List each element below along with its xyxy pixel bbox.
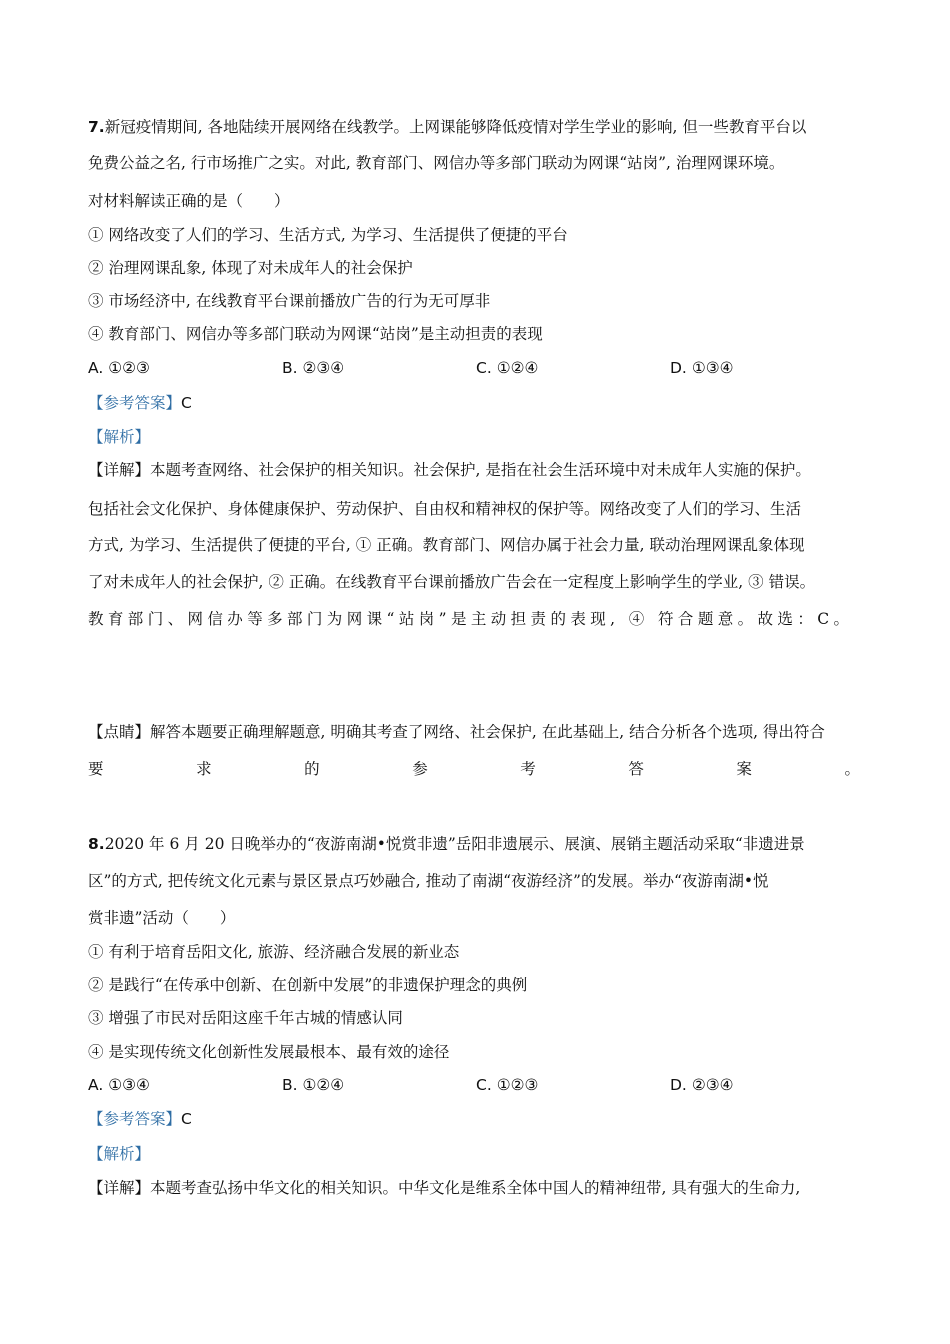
q8-stem-line3: 赏非遗”活动（ ） [88,909,236,927]
q7-answer-value: C [181,394,192,412]
q7-number: 7. [88,118,105,136]
q7-analysis-label: 【解析】 [88,428,151,446]
q7-option-c: C. ①②④ [476,359,539,377]
q7-answer [88,396,192,412]
q7-stem-line2: 免费公益之名, 行市场推广之实。对此, 教育部门、网信办等多部门联动为网课“站岗”, 治理网课环境。 [88,154,785,172]
q8-analysis-label: 【解析】 [88,1145,151,1163]
q7-tip-line2: 要 求 的 参 考 答 案 。 [88,760,860,778]
q8-option-c: C. ①②③ [476,1076,539,1094]
q7-option-a: A. ①②③ [88,359,150,377]
q7-detail-line4: 了对未成年人的社会保护, ② 正确。在线教育平台课前播放广告会在一定程度上影响学生的学业, ③ 错误。 [88,573,816,591]
q8-item-4: ④ 是实现传统文化创新性发展最根本、最有效的途径 [88,1043,450,1061]
q8-number: 8. [88,835,105,853]
q8-stem-line2: 区”的方式, 把传统文化元素与景区景点巧妙融合, 推动了南湖“夜游经济”的发展。举办“夜游南湖•悦 [88,872,769,890]
q7-item-4: ④ 教育部门、网信办等多部门联动为网课“站岗”是主动担责的表现 [88,325,543,343]
q8-answer [88,1112,192,1128]
q8-item-3: ③ 增强了市民对岳阳这座千年古城的情感认同 [88,1009,403,1027]
q7-stem-line3: 对材料解读正确的是（ ） [88,192,290,210]
q7-detail-line2: 包括社会文化保护、身体健康保护、劳动保护、自由权和精神权的保护等。网络改变了人们的学习、生活 [88,500,802,518]
q7-answer-label: 【参考答案】 [88,394,182,412]
q7-tip-line1: 【点睛】解答本题要正确理解题意, 明确其考查了网络、社会保护, 在此基础上, 结合分析各个选项, 得出符合 [88,723,825,741]
q7-detail-line5: 教育部门、网信办等多部门为网课“站岗”是主动担责的表现, ④ 符合题意。故选：C。 [88,610,854,628]
q8-detail-line1: 【详解】本题考查弘扬中华文化的相关知识。中华文化是维系全体中国人的精神纽带, 具有强大的生命力, [88,1179,801,1197]
q8-answer-label: 【参考答案】 [88,1110,182,1128]
q7-detail-line3: 方式, 为学习、生活提供了便捷的平台, ① 正确。教育部门、网信办属于社会力量, 联动治理网课乱象体现 [88,536,805,554]
q8-item-2: ② 是践行“在传承中创新、在创新中发展”的非遗保护理念的典例 [88,976,528,994]
q8-option-a: A. ①③④ [88,1076,150,1094]
q7-item-2: ② 治理网课乱象, 体现了对未成年人的社会保护 [88,259,413,277]
q7-option-b: B. ②③④ [282,359,345,377]
q7-detail-line1: 【详解】本题考查网络、社会保护的相关知识。社会保护, 是指在社会生活环境中对未成年人实施的保护。 [88,461,811,479]
q7-option-d: D. ①③④ [670,359,734,377]
q8-option-d: D. ②③④ [670,1076,734,1094]
q8-answer-value: C [181,1110,192,1128]
q8-stem-line1: 8.2020 年 6 月 20 日晚举办的“夜游南湖•悦赏非遗”岳阳非遗展示、展演、展销主题活动采取“非遗进景 [88,835,805,853]
q7-stem-line1: 7.新冠疫情期间, 各地陆续开展网络在线教学。上网课能够降低疫情对学生学业的影响, 但一些教育平台以 [88,118,807,136]
q8-item-1: ① 有利于培育岳阳文化, 旅游、经济融合发展的新业态 [88,943,460,961]
q7-item-1: ① 网络改变了人们的学习、生活方式, 为学习、生活提供了便捷的平台 [88,226,568,244]
q8-option-b: B. ①②④ [282,1076,345,1094]
q7-item-3: ③ 市场经济中, 在线教育平台课前播放广告的行为无可厚非 [88,292,491,310]
